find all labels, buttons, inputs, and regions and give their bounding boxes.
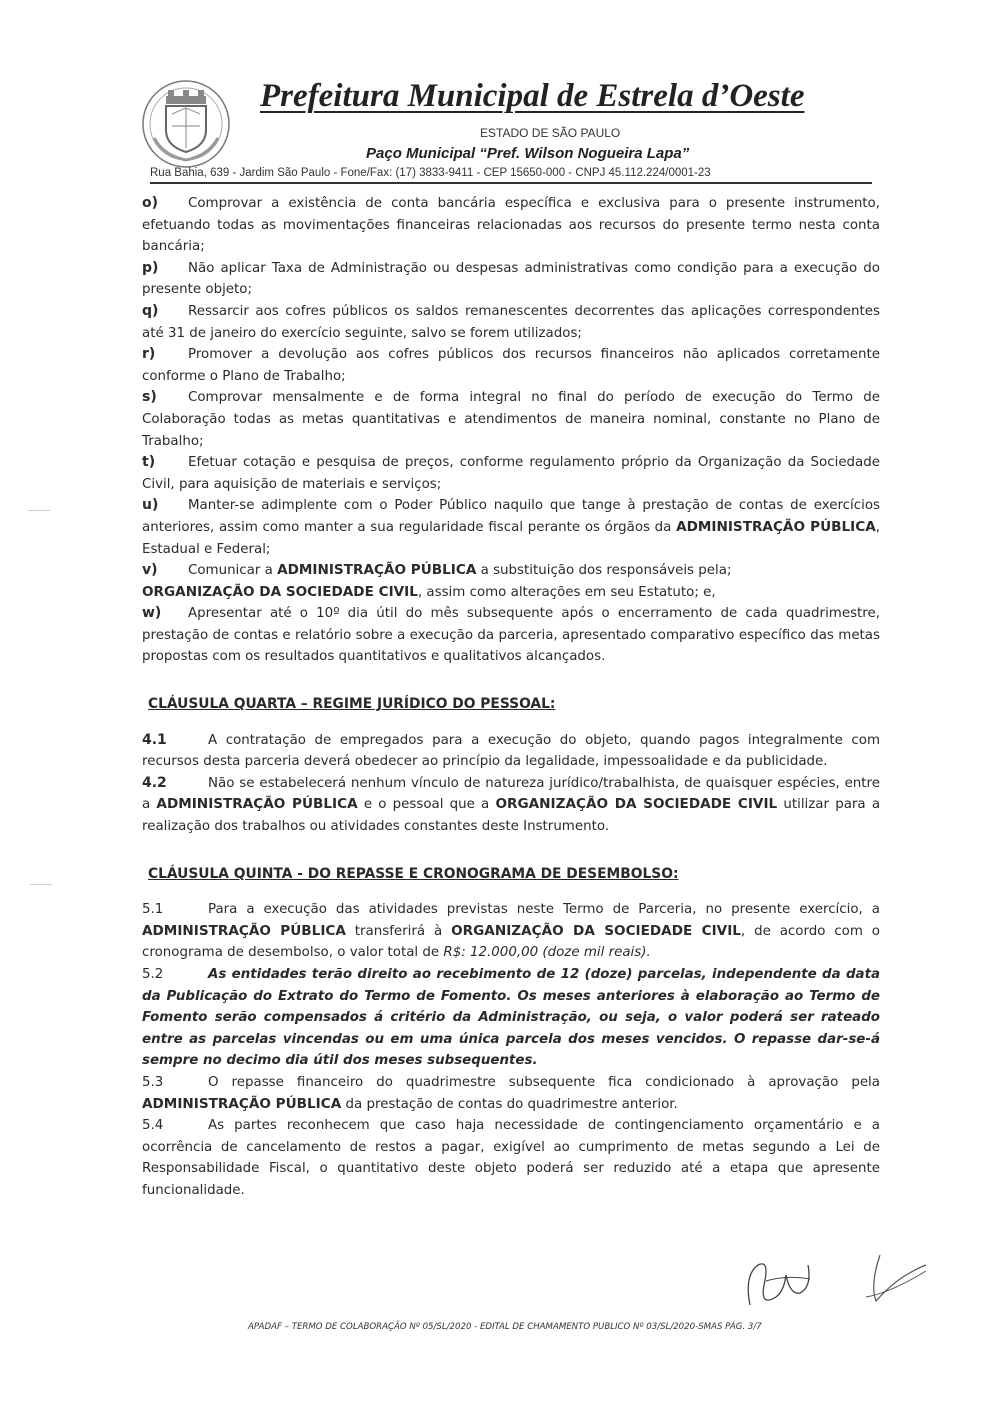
clause-text: As partes reconhecem que caso haja necessidade de contingenciamento orçamentário e a ocorrência de cancelamento de restos a pagar, exigível ao cumprimento de metas segundo a Lei de Responsabilidade Fiscal, o quantitativo deste objeto poderá ser reduzido até a etapa que apresente funcionalidade.: [142, 1118, 880, 1198]
clause-paragraph: [142, 964, 880, 1072]
item-text: Ressarcir aos cofres públicos os saldos remanescentes decorrentes das aplicações correspondentes até 31 de janeiro do exercício seguinte, salvo se forem utilizados;: [142, 303, 880, 341]
item-text-after: , assim como alterações em seu Estatuto; e,: [417, 584, 716, 600]
clause-caps: ORGANIZAÇÃO DA SOCIEDADE CIVIL: [451, 922, 741, 939]
list-item: [142, 387, 880, 452]
clause-number: 4.1: [142, 731, 167, 748]
item-text: Promover a devolução aos cofres públicos dos recursos financeiros não aplicados corretamente conforme o Plano de Trabalho;: [142, 347, 880, 384]
scan-mark: [30, 884, 52, 885]
item-label: v): [142, 562, 158, 579]
item-text: Não aplicar Taxa de Administração ou despesas administrativas como condição para a execução do presente objeto;: [142, 260, 880, 298]
clause-text: , de acordo com o cronograma de desembolso, o valor total de: [142, 923, 881, 961]
municipal-seal-icon: [140, 78, 232, 170]
item-text: Comunicar a: [188, 563, 273, 579]
clause-number: 5.1: [142, 902, 164, 918]
clause-text: O repasse financeiro do quadrimestre subsequente fica condicionado à aprovação pela: [208, 1074, 880, 1090]
item-label: o): [142, 195, 159, 211]
list-item: [142, 603, 880, 668]
letterhead: [140, 70, 880, 190]
item-label: u): [142, 497, 159, 514]
list-item: [142, 258, 880, 301]
paco-municipal: Paço Municipal “Pref. Wilson Nogueira Lapa”: [366, 145, 690, 162]
item-text: Apresentar até o 10º dia útil do mês subsequente após o encerramento de cada quadrimestre, prestação de contas e relatório sobre a execução da parceria, apresentado comparativo específico das metas propostas com os resultados quantitativos e qualitativos alcançados.: [142, 606, 880, 665]
clause-paragraph: [142, 730, 880, 773]
clause-text: transferirá à: [354, 923, 443, 939]
list-item: [142, 582, 880, 604]
clause-number: 4.2: [142, 774, 167, 791]
list-item: [142, 452, 880, 495]
item-label: q): [142, 302, 159, 319]
clause-text: utilizar para a realização dos trabalhos ou atividades constantes deste Instrumento.: [142, 797, 881, 835]
item-caps: ADMINISTRAÇÃO PÚBLICA: [277, 562, 477, 579]
list-item: [142, 495, 880, 560]
list-item: [142, 344, 880, 387]
clause-number: 5.2: [142, 967, 164, 982]
document-body: [142, 193, 880, 1202]
clause-number: 5.4: [142, 1118, 164, 1134]
item-label: t): [142, 454, 156, 471]
item-caps: ADMINISTRAÇÃO PÚBLICA: [676, 518, 876, 535]
clause-number: 5.3: [142, 1074, 164, 1090]
scan-mark: [28, 510, 50, 511]
item-label: p): [142, 259, 159, 276]
clause-caps: ADMINISTRAÇÃO PÚBLICA: [156, 796, 358, 813]
item-text: Comprovar a existência de conta bancária específica e exclusiva para o presente instrumento, efetuando todas as movimentações financeiras relacionadas aos recursos do presente termo nesta conta bancária;: [142, 196, 880, 255]
clause-paragraph: [142, 773, 880, 838]
signatures: [730, 1235, 930, 1325]
item-label: w): [142, 605, 162, 622]
clause-paragraph: [142, 1072, 880, 1115]
municipality-title: Prefeitura Municipal de Estrela d’Oeste: [260, 78, 805, 114]
item-label: s): [142, 389, 157, 406]
item-caps: ORGANIZAÇÃO DA SOCIEDADE CIVIL: [142, 583, 418, 600]
item-text: Manter-se adimplente com o Poder Público naquilo que tange à prestação de contas de exercícios anteriores, assim como manter a sua regularidade fiscal perante os órgãos da: [142, 498, 880, 535]
clause-caps: ADMINISTRAÇÃO PÚBLICA: [142, 1095, 342, 1112]
clause-text: As entidades terão direito ao recebimento de 12 (doze) parcelas, independente da data da Publicação do Extrato do Termo de Fomento. Os meses anteriores à elaboração ao Termo de Fomento serão compensados á critério da Administração, ou seja, o valor poderá ser rateado entre as parcelas vincendas ou em uma única parcela dos meses vencidos. O repasse dar-se-á sempre no decimo dia útil dos meses subsequentes.: [142, 967, 880, 1069]
clause-paragraph: [142, 1115, 880, 1201]
list-item: [142, 193, 880, 258]
clause-five-heading: CLÁUSULA QUINTA - DO REPASSE E CRONOGRAMA DE DESEMBOLSO:: [148, 865, 679, 882]
item-text-after: , Estadual e Federal;: [142, 519, 881, 557]
item-text: Efetuar cotação e pesquisa de preços, conforme regulamento próprio da Organização da Sociedade Civil, para aquisição de materiais e serviços;: [142, 455, 880, 492]
clause-text: A contratação de empregados para a execução do objeto, quando pagos integralmente com recursos desta parceria deverá obedecer ao princípio da legalidade, impessoalidade e da publicidade.: [142, 732, 880, 770]
clause-four-heading: CLÁUSULA QUARTA – REGIME JURÍDICO DO PESSOAL:: [148, 696, 556, 713]
clause-text: e o pessoal que a: [363, 797, 490, 813]
clause-paragraph: [142, 899, 880, 964]
transfer-value: R$: 12.000,00 (doze mil reais).: [443, 945, 651, 961]
state-name: ESTADO DE SÃO PAULO: [480, 126, 621, 140]
clause-caps: ADMINISTRAÇÃO PÚBLICA: [142, 922, 346, 939]
clause-text: da prestação de contas do quadrimestre anterior.: [345, 1096, 678, 1112]
item-text: Comprovar mensalmente e de forma integral no final do período de execução do Termo de Colaboração todas as metas quantitativas e atendimentos de maneira nominal, constante no Plano de Trabalho;: [142, 390, 880, 449]
address-line: Rua Bahia, 639 - Jardim São Paulo - Fone/Fax: (17) 3833-9411 - CEP 15650-000 - CNPJ 45.112.224/0001-23: [150, 167, 711, 179]
list-item: [142, 560, 880, 582]
clause-caps: ORGANIZAÇÃO DA SOCIEDADE CIVIL: [495, 796, 778, 813]
item-text-after: a substituição dos responsáveis pela;: [480, 563, 732, 579]
clause-text: Para a execução das atividades previstas neste Termo de Parceria, no presente exercício, a: [208, 902, 880, 918]
list-item: [142, 301, 880, 344]
item-label: r): [142, 346, 156, 363]
clause-text: Não se estabelecerá nenhum vínculo de natureza jurídico/trabalhista, de quaisquer espécies, entre a: [142, 775, 880, 813]
header-rule: [150, 182, 872, 184]
page-footer: APADAF – TERMO DE COLABORAÇÃO Nº 05/SL/2020 - EDITAL DE CHAMAMENTO PUBLICO Nº 03/SL/2020-SMAS PÁG. 3/7: [248, 1322, 762, 1332]
